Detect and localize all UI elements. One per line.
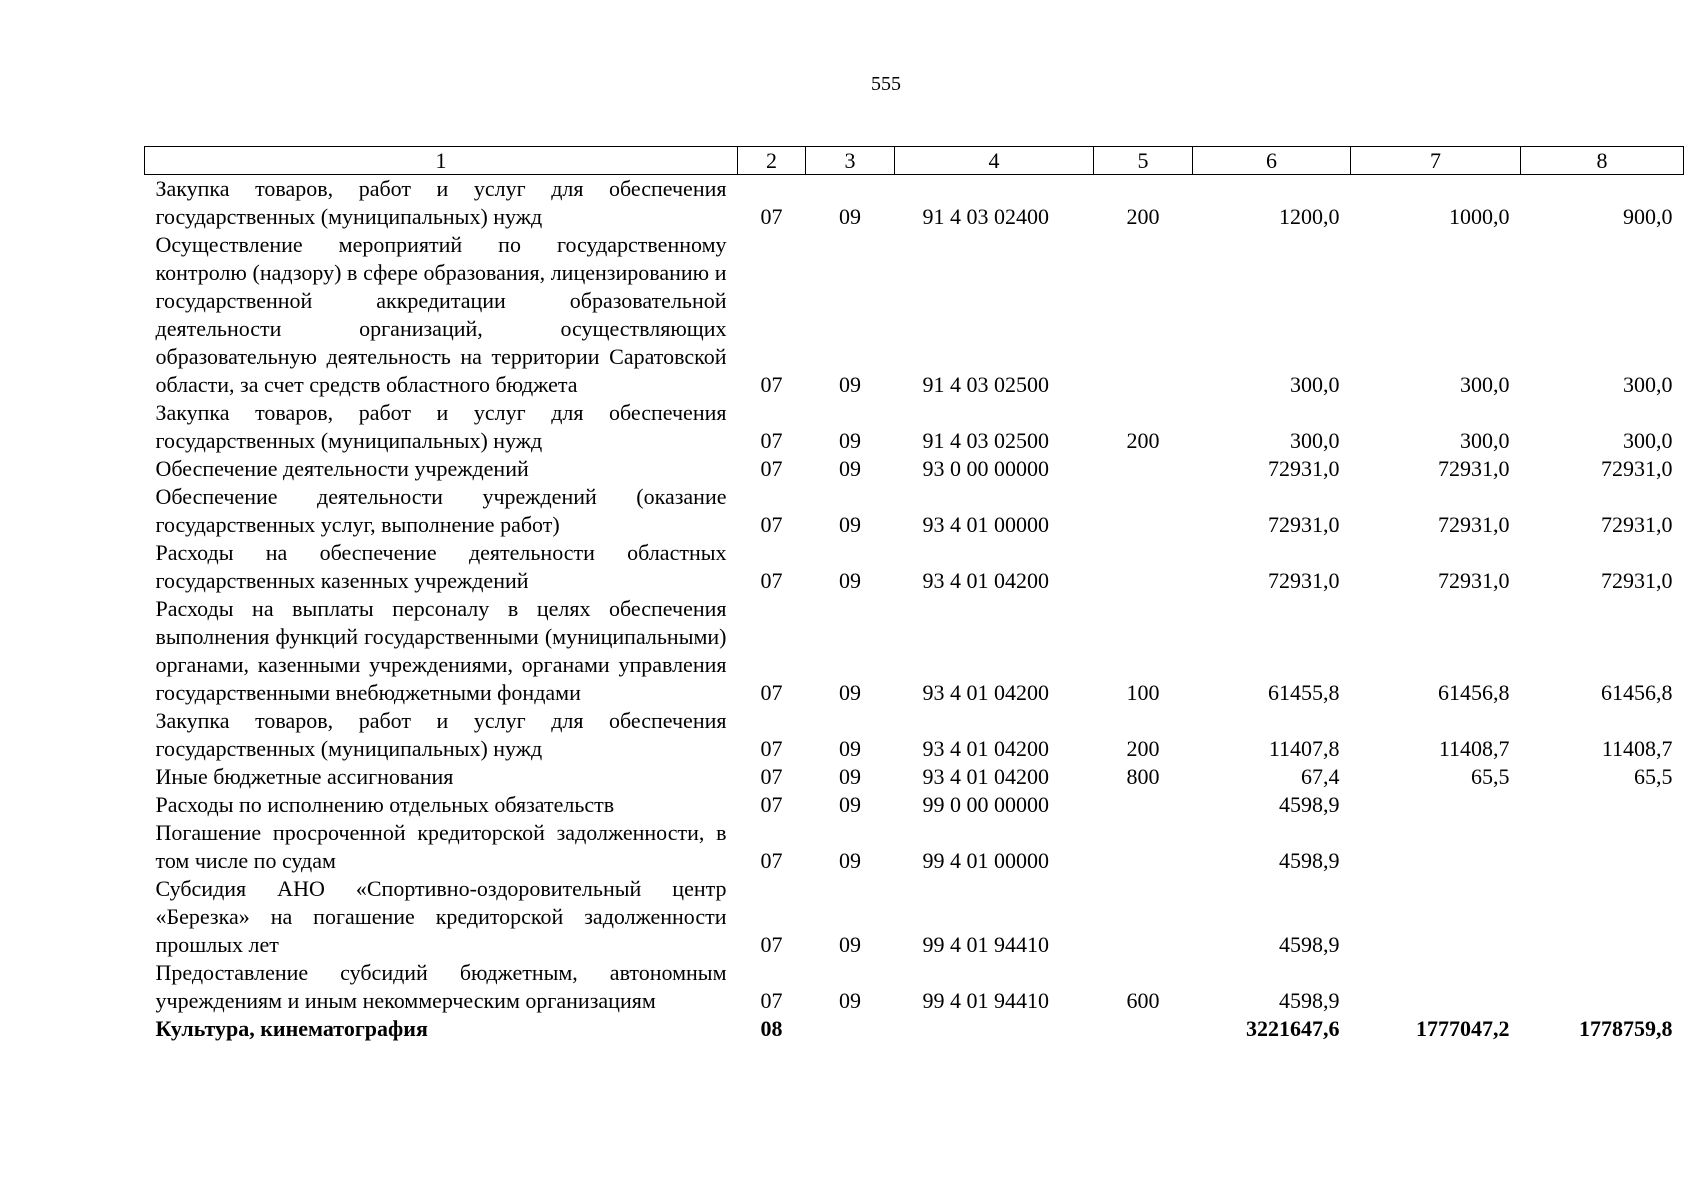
row-amount-col7: 72931,0 <box>1438 512 1510 537</box>
row-expense-type <box>1094 455 1193 483</box>
row-target-code: 91 4 03 02500 <box>922 372 1049 397</box>
row-name: Осуществление мероприятий по государственному контролю (надзору) в сфере образования, лицензированию и государственной аккредитации образовательной деятельности организаций, осуществляющих образовательную деятельность на территории Саратовской области, за счет средств областного бюджета <box>155 232 727 397</box>
row-expense-type: 600 <box>1126 988 1160 1013</box>
row-subsection: 09 <box>839 736 861 761</box>
table-row <box>145 175 1684 232</box>
table-row <box>145 1015 1684 1043</box>
row-name: Предоставление субсидий бюджетным, автономным учреждениям и иным некоммерческим организациям <box>155 960 727 1013</box>
column-header-1: 1 <box>145 147 738 175</box>
row-expense-type <box>1094 483 1193 539</box>
row-amount-col6: 72931,0 <box>1268 512 1340 537</box>
row-subsection: 09 <box>839 792 861 817</box>
column-header-6: 6 <box>1193 147 1351 175</box>
row-amount-col6: 4598,9 <box>1279 988 1340 1013</box>
row-name: Закупка товаров, работ и услуг для обеспечения государственных (муниципальных) нужд <box>155 400 727 453</box>
row-subsection: 09 <box>839 372 861 397</box>
row-amount-col6: 72931,0 <box>1268 568 1340 593</box>
row-amount-col8: 1778759,8 <box>1579 1016 1673 1041</box>
row-subsection: 09 <box>839 932 861 957</box>
row-amount-col7: 72931,0 <box>1438 456 1510 481</box>
row-name: Расходы на выплаты персоналу в целях обеспечения выполнения функций государственными (муниципальными) органами, казенными учреждениями, органами управления государственными внебюджетными фондами <box>155 596 727 705</box>
table-row <box>145 791 1684 819</box>
column-header-3: 3 <box>806 147 895 175</box>
table-row <box>145 483 1684 539</box>
table-row <box>145 399 1684 455</box>
row-name: Обеспечение деятельности учреждений (оказание государственных услуг, выполнение работ) <box>155 484 727 537</box>
row-amount-col7: 61456,8 <box>1438 680 1510 705</box>
row-amount-col7: 1000,0 <box>1449 204 1510 229</box>
row-subsection: 09 <box>839 848 861 873</box>
column-header-7: 7 <box>1351 147 1521 175</box>
row-section: 07 <box>760 680 783 705</box>
row-name: Закупка товаров, работ и услуг для обеспечения государственных (муниципальных) нужд <box>155 708 727 761</box>
row-subsection: 09 <box>839 512 861 537</box>
table-row <box>145 959 1684 1015</box>
row-amount-col8: 72931,0 <box>1601 456 1673 481</box>
budget-table <box>144 146 1684 1043</box>
table-header <box>145 147 1684 175</box>
row-amount-col8: 72931,0 <box>1601 512 1673 537</box>
row-amount-col7: 300,0 <box>1460 428 1510 453</box>
row-expense-type: 200 <box>1126 736 1160 761</box>
row-amount-col8: 300,0 <box>1623 372 1673 397</box>
row-section: 07 <box>760 988 783 1013</box>
row-amount-col6: 4598,9 <box>1279 848 1340 873</box>
row-target-code: 93 4 01 00000 <box>922 512 1049 537</box>
row-section: 07 <box>760 848 783 873</box>
row-subsection: 09 <box>839 456 861 481</box>
row-name: Субсидия АНО «Спортивно-оздоровительный центр «Березка» на погашение кредиторской задолженности прошлых лет <box>155 876 727 957</box>
row-subsection: 09 <box>839 204 861 229</box>
row-expense-type <box>1094 819 1193 875</box>
row-section: 07 <box>760 372 783 397</box>
column-header-2: 2 <box>738 147 806 175</box>
table-row <box>145 763 1684 791</box>
row-subsection: 09 <box>839 680 861 705</box>
column-header-5: 5 <box>1094 147 1193 175</box>
table-row <box>145 707 1684 763</box>
row-expense-type <box>1094 875 1193 959</box>
row-amount-col7: 72931,0 <box>1438 568 1510 593</box>
row-amount-col6: 4598,9 <box>1279 792 1340 817</box>
row-name: Закупка товаров, работ и услуг для обеспечения государственных (муниципальных) нужд <box>155 176 727 229</box>
row-expense-type <box>1094 539 1193 595</box>
row-subsection <box>806 1015 895 1043</box>
row-expense-type: 800 <box>1126 764 1160 789</box>
table-body <box>145 175 1684 1044</box>
row-target-code: 93 4 01 04200 <box>922 680 1049 705</box>
row-amount-col7 <box>1351 959 1521 1015</box>
row-amount-col7 <box>1351 819 1521 875</box>
column-header-8: 8 <box>1521 147 1684 175</box>
row-section: 07 <box>760 568 783 593</box>
row-target-code: 91 4 03 02500 <box>922 428 1049 453</box>
row-section: 07 <box>760 512 783 537</box>
row-name: Иные бюджетные ассигнования <box>155 764 454 789</box>
table-row <box>145 595 1684 707</box>
row-subsection: 09 <box>839 428 861 453</box>
row-amount-col8: 11408,7 <box>1601 736 1673 761</box>
table-row <box>145 875 1684 959</box>
row-name: Погашение просроченной кредиторской задолженности, в том числе по судам <box>155 820 727 873</box>
row-expense-type <box>1094 1015 1193 1043</box>
row-amount-col8: 65,5 <box>1634 764 1673 789</box>
row-amount-col6: 300,0 <box>1290 372 1340 397</box>
row-amount-col8 <box>1521 959 1684 1015</box>
row-target-code: 99 4 01 94410 <box>922 932 1049 957</box>
row-expense-type: 200 <box>1126 204 1160 229</box>
row-amount-col8 <box>1521 791 1684 819</box>
table-row <box>145 231 1684 399</box>
row-amount-col8: 72931,0 <box>1601 568 1673 593</box>
row-section: 07 <box>760 736 783 761</box>
header-row <box>145 147 1684 175</box>
page-number: 555 <box>871 73 901 95</box>
row-name: Обеспечение деятельности учреждений <box>155 456 529 481</box>
row-expense-type <box>1094 231 1193 399</box>
row-amount-col6: 300,0 <box>1290 428 1340 453</box>
row-subsection: 09 <box>839 988 861 1013</box>
row-section: 07 <box>760 204 783 229</box>
row-name: Культура, кинематография <box>155 1016 428 1041</box>
row-target-code: 99 0 00 00000 <box>922 792 1049 817</box>
row-amount-col7: 300,0 <box>1460 372 1510 397</box>
row-amount-col8 <box>1521 819 1684 875</box>
row-expense-type <box>1094 791 1193 819</box>
row-target-code: 99 4 01 94410 <box>922 988 1049 1013</box>
row-target-code: 93 4 01 04200 <box>922 736 1049 761</box>
row-name: Расходы по исполнению отдельных обязательств <box>155 792 615 817</box>
row-target-code: 93 0 00 00000 <box>922 456 1049 481</box>
row-section: 07 <box>760 792 783 817</box>
row-amount-col6: 67,4 <box>1301 764 1340 789</box>
row-section: 07 <box>760 456 783 481</box>
row-target-code: 99 4 01 00000 <box>922 848 1049 873</box>
row-expense-type: 100 <box>1126 680 1160 705</box>
table-row <box>145 455 1684 483</box>
row-target-code <box>895 1015 1094 1043</box>
row-amount-col8: 900,0 <box>1623 204 1673 229</box>
row-section: 07 <box>760 428 783 453</box>
row-amount-col6: 72931,0 <box>1268 456 1340 481</box>
row-subsection: 09 <box>839 568 861 593</box>
row-amount-col7 <box>1351 791 1521 819</box>
column-header-4: 4 <box>895 147 1094 175</box>
row-amount-col8: 61456,8 <box>1601 680 1673 705</box>
row-amount-col6: 1200,0 <box>1279 204 1340 229</box>
row-name: Расходы на обеспечение деятельности областных государственных казенных учреждений <box>155 540 727 593</box>
row-amount-col6: 61455,8 <box>1268 680 1340 705</box>
row-section: 08 <box>760 1016 783 1041</box>
row-subsection: 09 <box>839 764 861 789</box>
row-section: 07 <box>760 932 783 957</box>
row-amount-col6: 4598,9 <box>1279 932 1340 957</box>
row-expense-type: 200 <box>1126 428 1160 453</box>
row-amount-col6: 3221647,6 <box>1246 1016 1340 1041</box>
row-amount-col8 <box>1521 875 1684 959</box>
row-amount-col8: 300,0 <box>1623 428 1673 453</box>
table-row <box>145 819 1684 875</box>
table-row <box>145 539 1684 595</box>
row-amount-col7: 11408,7 <box>1438 736 1510 761</box>
row-amount-col7: 65,5 <box>1471 764 1510 789</box>
row-target-code: 91 4 03 02400 <box>922 204 1049 229</box>
row-amount-col7: 1777047,2 <box>1416 1016 1510 1041</box>
row-amount-col7 <box>1351 875 1521 959</box>
row-target-code: 93 4 01 04200 <box>922 764 1049 789</box>
row-amount-col6: 11407,8 <box>1268 736 1340 761</box>
row-target-code: 93 4 01 04200 <box>922 568 1049 593</box>
row-section: 07 <box>760 764 783 789</box>
